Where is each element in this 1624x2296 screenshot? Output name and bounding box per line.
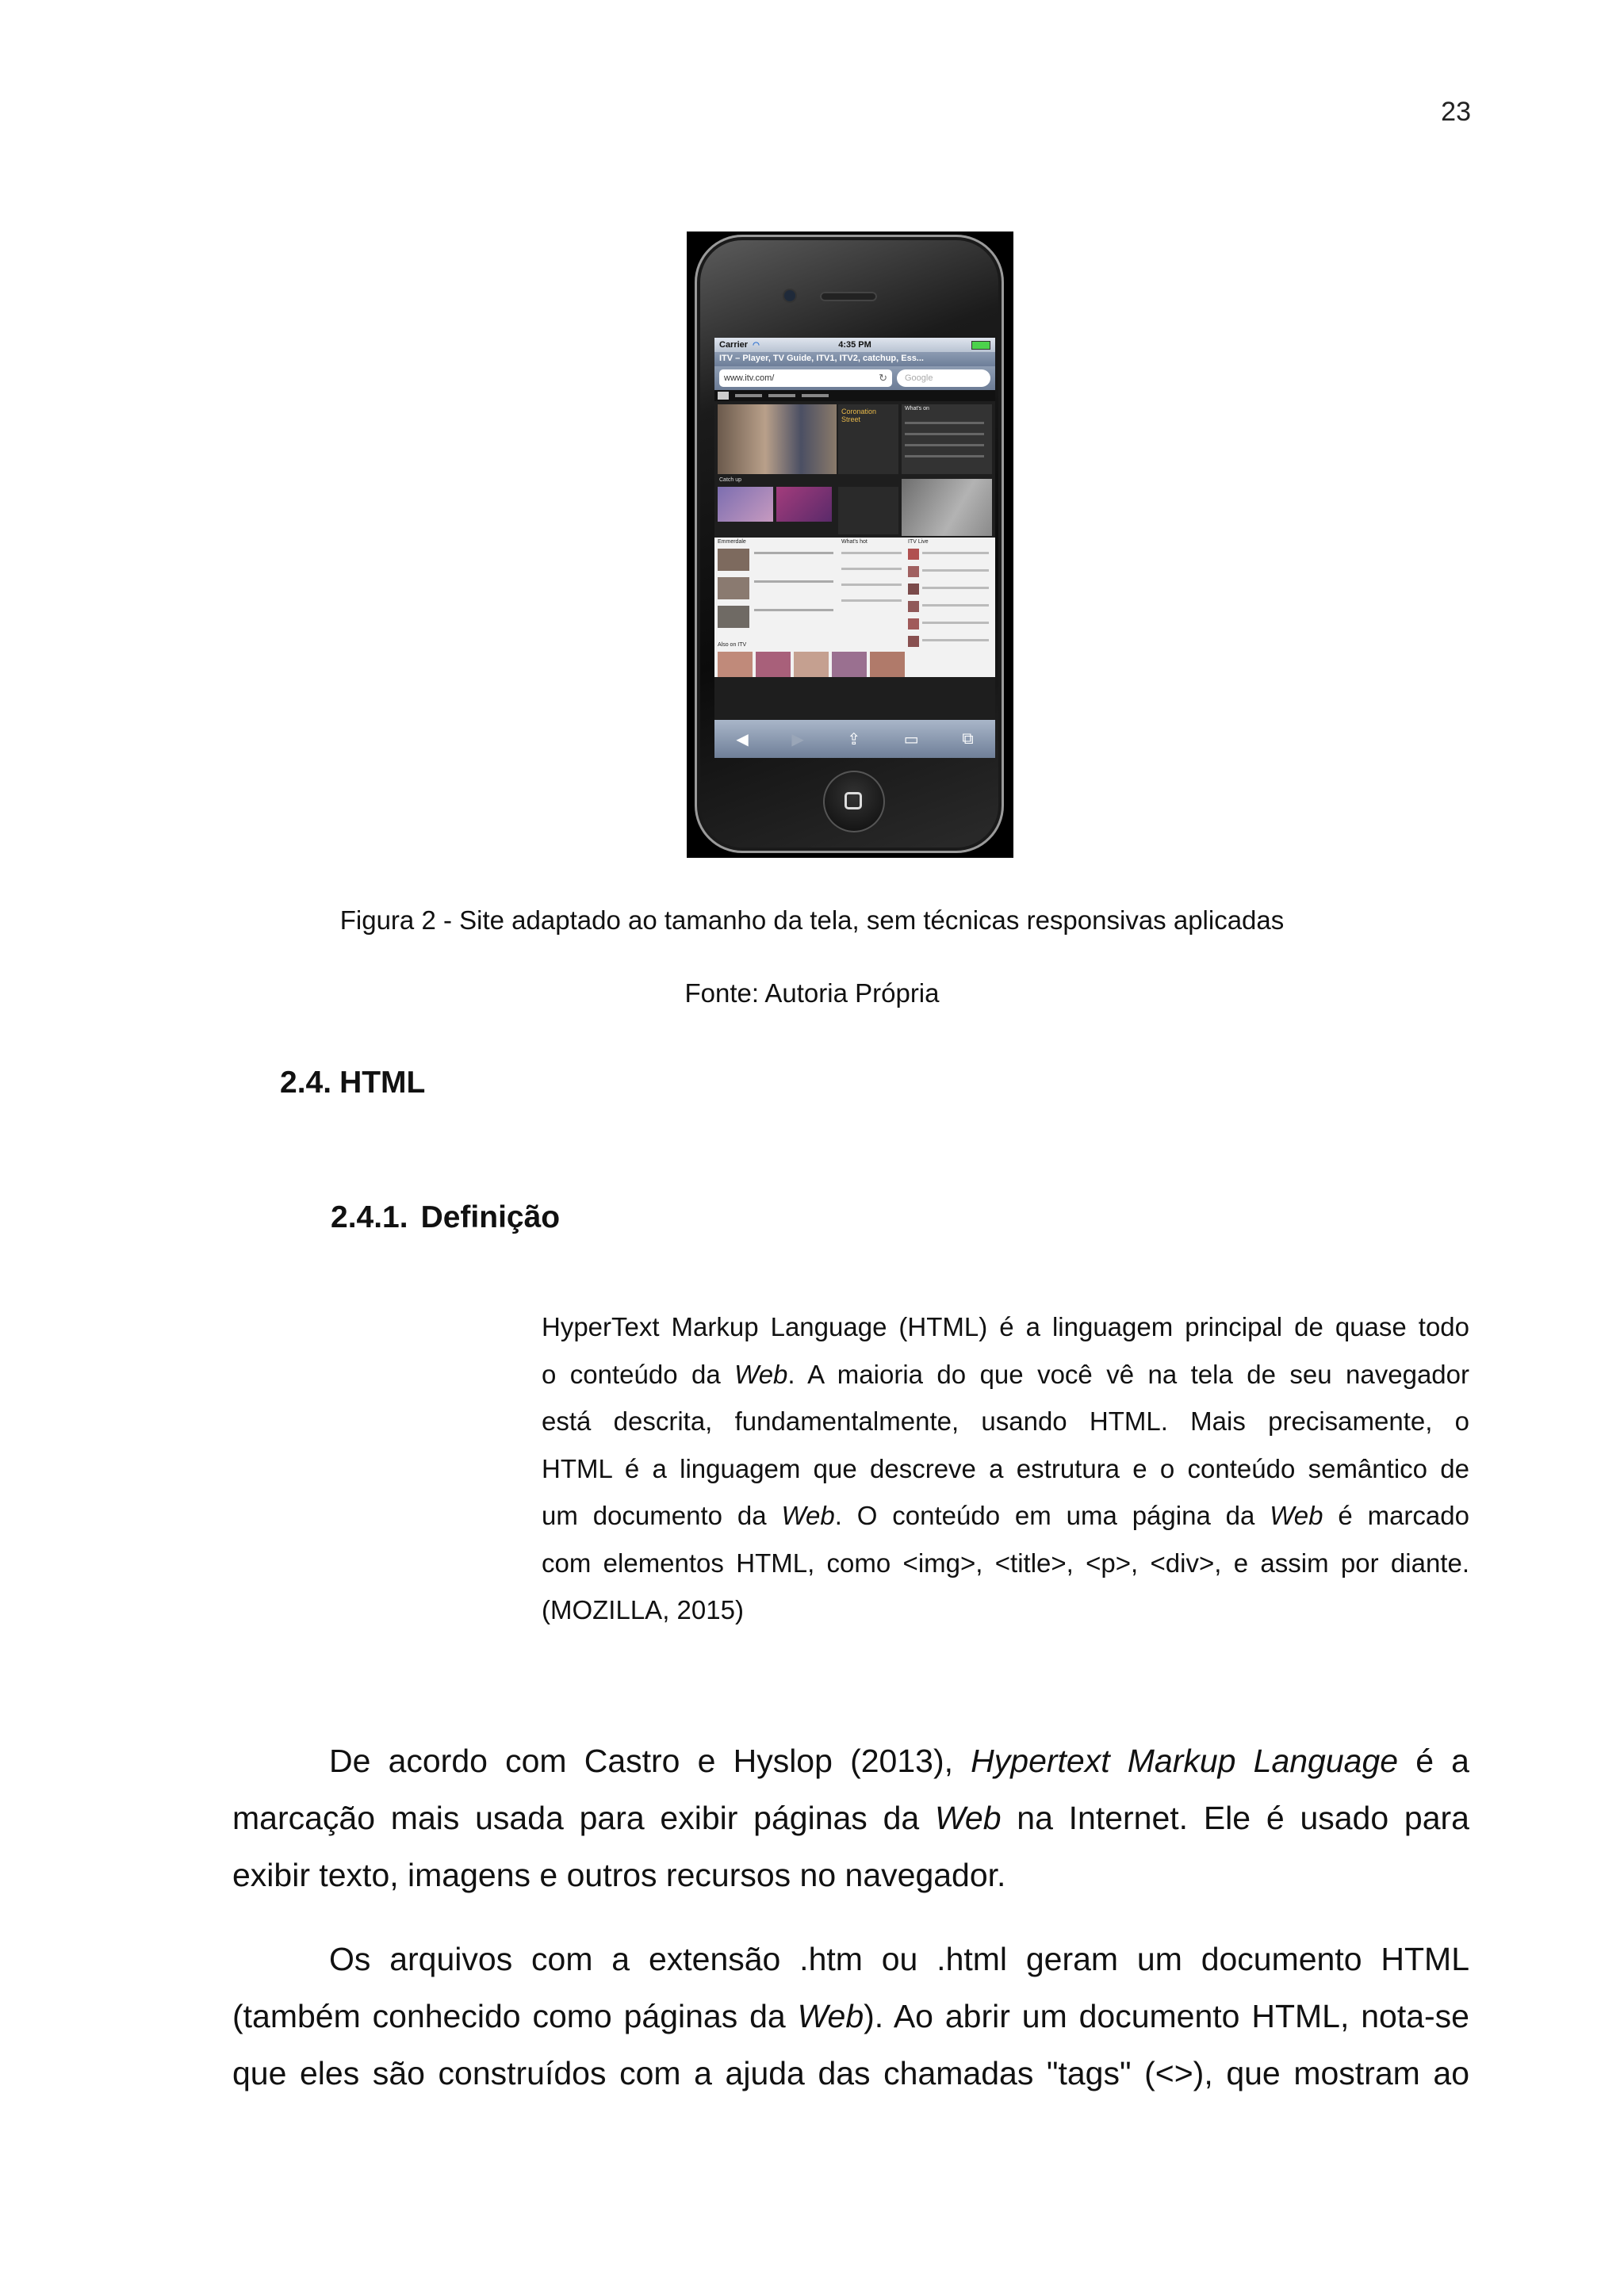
share-icon: ⇪ <box>847 730 861 748</box>
site-nav <box>714 390 995 401</box>
status-bar <box>714 338 995 352</box>
forward-icon: ▶ <box>791 730 804 748</box>
wifi-icon: ◠ <box>753 340 760 350</box>
also-on-itv-label: Also on ITV <box>718 642 747 648</box>
status-time: 4:35 PM <box>838 340 871 350</box>
paragraph-line: marcação mais usada para exibir páginas da Web na Internet. Ele é usado para <box>232 1800 1469 1836</box>
quote-line: está descrita, fundamentalmente, usando HTML. Mais precisamente, o <box>542 1406 1469 1436</box>
quote-citation: (MOZILLA, 2015) <box>542 1595 744 1624</box>
subsection-number: 2.4.1. <box>331 1200 408 1234</box>
paragraph-line: que eles são construídos com a ajuda das chamadas "tags" (<>), que mostram ao <box>232 2055 1469 2091</box>
website-thumbnail <box>714 390 995 720</box>
itv-live-label: ITV Live <box>908 539 929 545</box>
speaker-icon <box>820 292 877 301</box>
browser-address-row <box>714 366 995 390</box>
paragraph-line: De acordo com Castro e Hyslop (2013), Hypertext Markup Language é a <box>329 1743 1469 1779</box>
phone-body <box>695 235 1004 853</box>
whats-on-label: What's on <box>905 406 929 411</box>
section-number: 2.4. <box>280 1066 332 1100</box>
camera-icon <box>784 290 795 301</box>
back-icon: ◀ <box>736 730 749 748</box>
quote-line: HyperText Markup Language (HTML) é a linguagem principal de quase todo <box>542 1312 1469 1341</box>
section-title: HTML <box>339 1066 426 1100</box>
figure-caption: Figura 2 - Site adaptado ao tamanho da tela, sem técnicas responsivas aplicadas <box>339 905 1285 935</box>
home-square-icon <box>845 792 862 809</box>
figure-source: Fonte: Autoria Própria <box>684 978 940 1008</box>
url-text: www.itv.com/ <box>724 373 775 383</box>
tabs-icon: ⧉ <box>962 729 974 748</box>
show-title: Coronation Street <box>841 408 877 423</box>
paragraph-line: (também conhecido como páginas da Web). Ao abrir um documento HTML, nota-se <box>232 1998 1469 2034</box>
block-quote <box>542 1303 1469 1634</box>
quote-line: um documento da Web. O conteúdo em uma página da Web é marcado <box>542 1501 1469 1530</box>
url-field <box>719 369 892 387</box>
page-number: 23 <box>1441 97 1471 127</box>
carrier-label: Carrier <box>719 340 749 350</box>
figure-phone-image <box>687 232 1013 858</box>
subsection-heading <box>331 1200 560 1235</box>
paragraph-line: exibir texto, imagens e outros recursos no navegador. <box>232 1857 1006 1893</box>
section-heading <box>280 1066 425 1100</box>
quote-line: HTML é a linguagem que descreve a estrutura e o conteúdo semântico de <box>542 1453 1469 1483</box>
bookmarks-icon: ▭ <box>903 730 919 748</box>
home-button <box>823 771 885 832</box>
quote-line: o conteúdo da Web. A maioria do que você vê na tela de seu navegador <box>542 1359 1469 1389</box>
body-text <box>232 1732 1469 2102</box>
browser-toolbar <box>714 720 995 758</box>
hero-image <box>718 404 837 474</box>
subsection-title: Definição <box>420 1200 561 1234</box>
emmerdale-label: Emmerdale <box>718 539 746 545</box>
browser-page-title: ITV – Player, TV Guide, ITV1, ITV2, catchup, Ess... <box>714 352 995 366</box>
reload-icon: ↻ <box>879 372 887 384</box>
battery-icon <box>971 341 990 350</box>
catch-up-label: Catch up <box>719 477 742 483</box>
quote-line: com elementos HTML, como <img>, <title>, <p>, <div>, e assim por diante. <box>542 1548 1469 1578</box>
paragraph-line: Os arquivos com a extensão .htm ou .html geram um documento HTML <box>329 1941 1469 1977</box>
phone-screen <box>714 338 995 758</box>
whats-hot-label: What's hot <box>841 539 868 545</box>
search-field: Google <box>897 369 990 387</box>
